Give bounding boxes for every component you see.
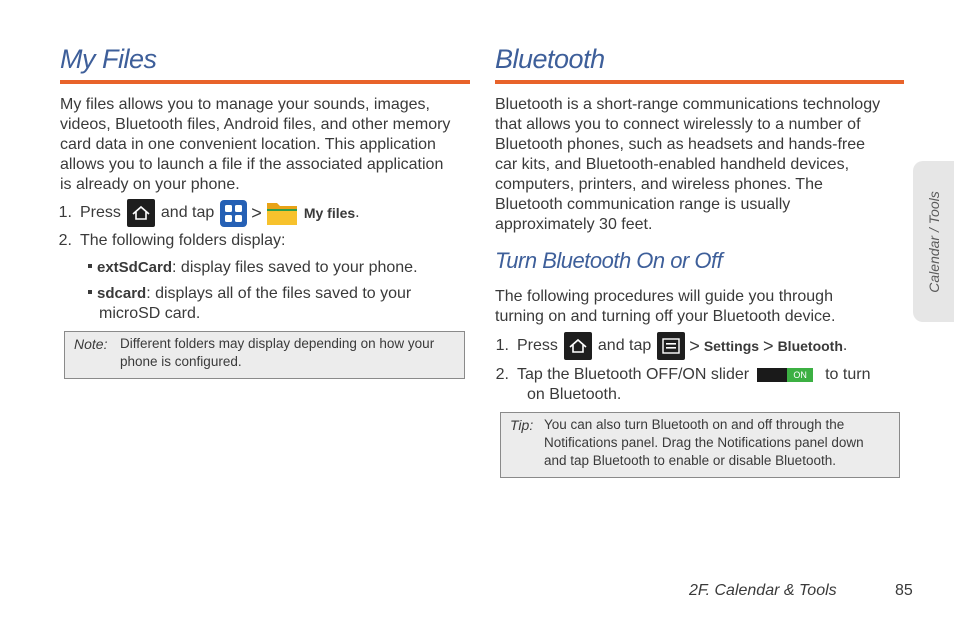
bluetooth-step-2 xyxy=(487,365,870,385)
my-files-title: My Files xyxy=(60,44,157,74)
step-text: Press xyxy=(517,337,558,354)
bullet-extsdcard xyxy=(88,258,418,278)
bullet-icon xyxy=(88,264,92,268)
intro-line: My files allows you to manage your sounds, images, xyxy=(60,96,430,113)
bluetooth-rule xyxy=(495,80,904,84)
separator: > xyxy=(689,336,700,356)
tip-line: You can also turn Bluetooth on and off through the xyxy=(544,417,845,432)
step-text: and tap xyxy=(597,337,652,354)
step-number: 1. xyxy=(495,337,509,354)
step-text: The following folders display: xyxy=(80,232,286,249)
tip-content xyxy=(544,416,864,470)
settings-link-text: Settings xyxy=(703,338,760,354)
bluetooth-intro xyxy=(495,95,905,235)
tip-line: and tap Bluetooth to enable or disable Bluetooth. xyxy=(544,453,836,468)
intro-line: Bluetooth communication range is usually xyxy=(495,196,791,213)
bluetooth-title: Bluetooth xyxy=(495,44,605,74)
period: . xyxy=(355,204,360,221)
bullet-text: microSD card. xyxy=(99,305,201,322)
my-files-step-1 xyxy=(50,199,360,227)
step-number: 1. xyxy=(58,204,72,221)
home-icon xyxy=(564,332,592,360)
apps-icon xyxy=(220,200,247,227)
procedure-line: The following procedures will guide you through xyxy=(495,288,833,305)
my-files-link-text: My files xyxy=(303,205,356,221)
intro-line: car kits, and Bluetooth-enabled handheld devices, xyxy=(495,156,850,173)
step-text: Press xyxy=(80,204,121,221)
bullet-sdcard xyxy=(88,284,411,324)
bullet-text: : display files saved to your phone. xyxy=(172,259,418,276)
procedure-line: turning on and turning off your Bluetooth device. xyxy=(495,308,836,325)
note-line: phone is configured. xyxy=(120,354,242,369)
note-line: Different folders may display depending on how your xyxy=(120,336,435,351)
intro-line: approximately 30 feet. xyxy=(495,216,653,233)
my-files-folder-icon xyxy=(266,200,298,226)
footer-section: 2F. Calendar & Tools xyxy=(689,582,837,599)
bluetooth-link-text: Bluetooth xyxy=(777,338,843,354)
bullet-text: : displays all of the files saved to your xyxy=(146,285,412,302)
note-content xyxy=(120,335,434,371)
slider-on-label: ON xyxy=(787,368,813,382)
page-number: 85 xyxy=(895,582,913,599)
step-text: and tap xyxy=(160,204,215,221)
separator: > xyxy=(251,203,262,223)
step-number: 2. xyxy=(495,366,509,383)
intro-line: that allows you to connect wirelessly to a number of xyxy=(495,116,861,133)
tip-label: Tip: xyxy=(510,417,534,433)
side-tab-label: Calendar / Tools xyxy=(925,190,942,293)
intro-line: Bluetooth is a short-range communications technology xyxy=(495,96,881,113)
intro-line: card data in one convenient location. This application xyxy=(60,136,436,153)
note-box xyxy=(64,331,465,379)
intro-line: computers, printers, and wireless phones. The xyxy=(495,176,823,193)
note-label: Note: xyxy=(74,336,108,352)
my-files-rule xyxy=(60,80,470,84)
intro-line: videos, Bluetooth files, Android files, and other memory xyxy=(60,116,451,133)
period: . xyxy=(842,337,848,354)
step-text: Tap the Bluetooth OFF/ON slider xyxy=(517,366,750,383)
home-icon xyxy=(127,199,155,227)
step-text-continued: on Bluetooth. xyxy=(527,386,622,403)
intro-line: Bluetooth phones, such as headsets and hands-free xyxy=(495,136,866,153)
bluetooth-step-1 xyxy=(487,332,847,360)
step-number: 2. xyxy=(58,232,72,249)
chapter-side-tab xyxy=(913,161,954,322)
procedure-intro xyxy=(495,287,905,327)
bullet-icon xyxy=(88,290,92,294)
my-files-step-2 xyxy=(50,231,285,251)
tip-line: Notifications panel. Drag the Notifications panel down xyxy=(544,435,864,450)
turn-bluetooth-subtitle: Turn Bluetooth On or Off xyxy=(495,248,723,273)
bullet-term: extSdCard xyxy=(97,259,173,276)
intro-line: is already on your phone. xyxy=(60,176,240,193)
bullet-term: sdcard xyxy=(97,285,147,302)
separator: > xyxy=(763,336,774,356)
menu-icon xyxy=(657,332,685,360)
intro-line: allows you to launch a file if the associated application xyxy=(60,156,444,173)
tip-box xyxy=(500,412,900,478)
bluetooth-slider-icon xyxy=(757,368,813,382)
my-files-intro xyxy=(60,95,470,195)
step-text: to turn xyxy=(825,366,871,383)
